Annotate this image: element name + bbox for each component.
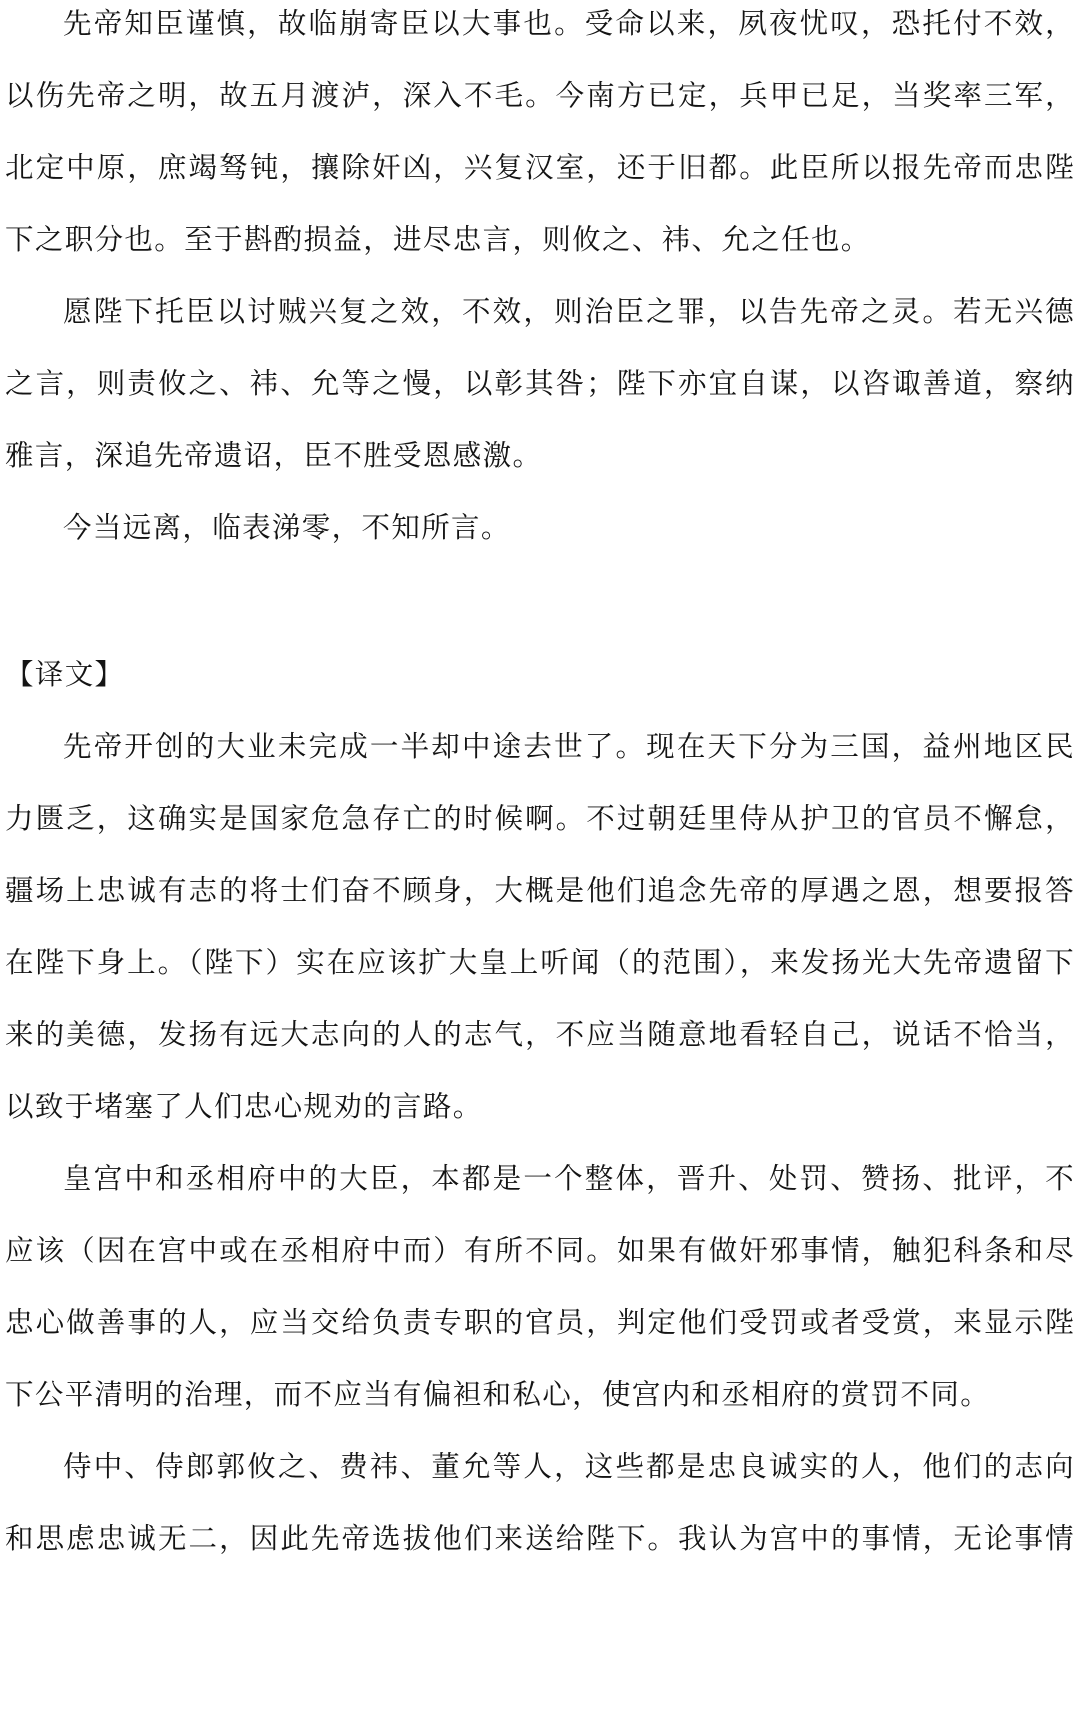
original-p2-line-2: 之言，则责攸之、祎、允等之慢，以彰其咎；陛下亦宜自谋，以咨诹善道，察纳 <box>5 367 1075 400</box>
translation-p1-line-6: 以致于堵塞了人们忠心规劝的言路。 <box>5 1090 483 1123</box>
translation-p3-line-1: 侍中、侍郎郭攸之、费祎、董允等人，这些都是忠良诚实的人，他们的志向 <box>63 1450 1075 1483</box>
translation-p1-line-5: 来的美德，发扬有远大志向的人的志气，不应当随意地看轻自己，说话不恰当， <box>5 1018 1075 1051</box>
original-p1-line-1: 先帝知臣谨慎，故临崩寄臣以大事也。受命以来，夙夜忧叹，恐托付不效， <box>63 7 1075 40</box>
original-p1-line-3: 北定中原，庶竭驽钝，攘除奸凶，兴复汉室，还于旧都。此臣所以报先帝而忠陛 <box>5 151 1075 184</box>
original-p3-line-1: 今当远离，临表涕零，不知所言。 <box>63 511 511 544</box>
original-p2-line-1: 愿陛下托臣以讨贼兴复之效，不效，则治臣之罪，以告先帝之灵。若无兴德 <box>63 295 1075 328</box>
translation-heading: 【译文】 <box>5 658 125 691</box>
original-p1-line-2: 以伤先帝之明，故五月渡泸，深入不毛。今南方已定，兵甲已足，当奖率三军， <box>5 79 1075 112</box>
translation-p1-line-1: 先帝开创的大业未完成一半却中途去世了。现在天下分为三国，益州地区民 <box>63 730 1075 763</box>
translation-p1-line-2: 力匮乏，这确实是国家危急存亡的时候啊。不过朝廷里侍从护卫的官员不懈怠， <box>5 802 1075 835</box>
original-p1-line-4: 下之职分也。至于斟酌损益，进尽忠言，则攸之、祎、允之任也。 <box>5 223 871 256</box>
translation-p3-line-2: 和思虑忠诚无二，因此先帝选拔他们来送给陛下。我认为宫中的事情，无论事情 <box>5 1522 1075 1555</box>
translation-p2-line-4: 下公平清明的治理，而不应当有偏袒和私心，使宫内和丞相府的赏罚不同。 <box>5 1378 991 1411</box>
translation-p2-line-3: 忠心做善事的人，应当交给负责专职的官员，判定他们受罚或者受赏，来显示陛 <box>5 1306 1075 1339</box>
translation-p2-line-1: 皇宫中和丞相府中的大臣，本都是一个整体，晋升、处罚、赞扬、批评，不 <box>63 1162 1075 1195</box>
original-p2-line-3: 雅言，深追先帝遗诏，臣不胜受恩感激。 <box>5 439 543 472</box>
translation-p1-line-4: 在陛下身上。（陛下）实在应该扩大皇上听闻（的范围），来发扬光大先帝遗留下 <box>5 946 1075 979</box>
translation-p2-line-2: 应该（因在宫中或在丞相府中而）有所不同。如果有做奸邪事情，触犯科条和尽 <box>5 1234 1075 1267</box>
translation-p1-line-3: 疆场上忠诚有志的将士们奋不顾身，大概是他们追念先帝的厚遇之恩，想要报答 <box>5 874 1075 907</box>
